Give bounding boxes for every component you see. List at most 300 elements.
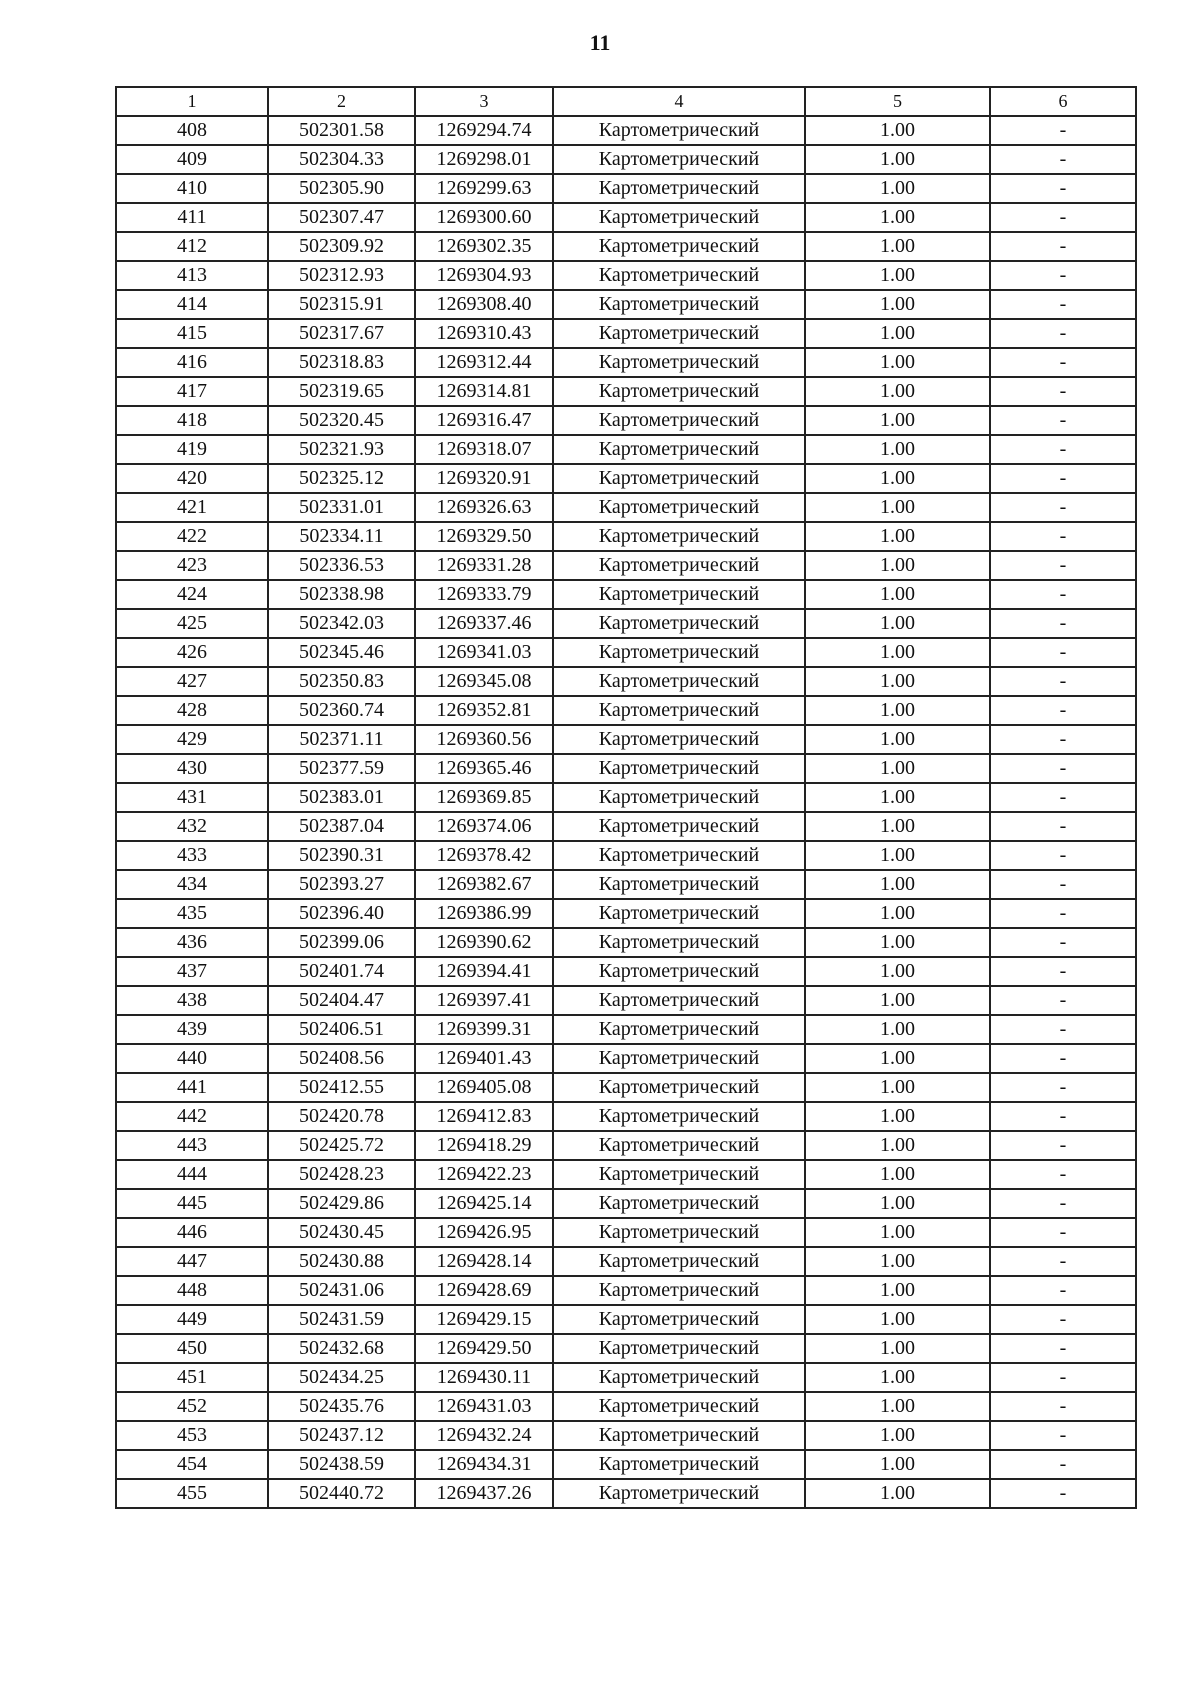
table-row xyxy=(116,1160,1136,1189)
table-row xyxy=(116,1363,1136,1392)
accuracy-cell: 1.00 xyxy=(805,435,990,464)
y-coordinate-cell: 1269352.81 xyxy=(415,696,553,725)
method-cell: Картометрический xyxy=(553,1131,805,1160)
accuracy-cell: 1.00 xyxy=(805,1015,990,1044)
table-row xyxy=(116,1334,1136,1363)
accuracy-cell: 1.00 xyxy=(805,319,990,348)
description-cell: - xyxy=(990,1102,1136,1131)
accuracy-cell: 1.00 xyxy=(805,377,990,406)
y-coordinate-cell: 1269386.99 xyxy=(415,899,553,928)
x-coordinate-cell: 502387.04 xyxy=(268,812,415,841)
y-coordinate-cell: 1269401.43 xyxy=(415,1044,553,1073)
method-cell: Картометрический xyxy=(553,1073,805,1102)
y-coordinate-cell: 1269425.14 xyxy=(415,1189,553,1218)
description-cell: - xyxy=(990,1247,1136,1276)
x-coordinate-cell: 502428.23 xyxy=(268,1160,415,1189)
point-number-cell: 413 xyxy=(116,261,268,290)
x-coordinate-cell: 502307.47 xyxy=(268,203,415,232)
method-cell: Картометрический xyxy=(553,290,805,319)
method-cell: Картометрический xyxy=(553,725,805,754)
method-cell: Картометрический xyxy=(553,1160,805,1189)
table-row xyxy=(116,1450,1136,1479)
point-number-cell: 444 xyxy=(116,1160,268,1189)
point-number-cell: 429 xyxy=(116,725,268,754)
y-coordinate-cell: 1269428.14 xyxy=(415,1247,553,1276)
x-coordinate-cell: 502393.27 xyxy=(268,870,415,899)
y-coordinate-cell: 1269429.50 xyxy=(415,1334,553,1363)
coordinates-table xyxy=(115,86,1137,1509)
description-cell: - xyxy=(990,116,1136,145)
accuracy-cell: 1.00 xyxy=(805,986,990,1015)
accuracy-cell: 1.00 xyxy=(805,261,990,290)
accuracy-cell: 1.00 xyxy=(805,1305,990,1334)
point-number-cell: 435 xyxy=(116,899,268,928)
table-row xyxy=(116,667,1136,696)
x-coordinate-cell: 502429.86 xyxy=(268,1189,415,1218)
column-header: 6 xyxy=(990,87,1136,116)
accuracy-cell: 1.00 xyxy=(805,145,990,174)
accuracy-cell: 1.00 xyxy=(805,290,990,319)
accuracy-cell: 1.00 xyxy=(805,580,990,609)
point-number-cell: 445 xyxy=(116,1189,268,1218)
description-cell: - xyxy=(990,696,1136,725)
description-cell: - xyxy=(990,841,1136,870)
table-row xyxy=(116,290,1136,319)
table-header-row xyxy=(116,87,1136,116)
table-row xyxy=(116,812,1136,841)
column-header: 5 xyxy=(805,87,990,116)
point-number-cell: 418 xyxy=(116,406,268,435)
table-row xyxy=(116,1479,1136,1508)
y-coordinate-cell: 1269329.50 xyxy=(415,522,553,551)
table-row xyxy=(116,1421,1136,1450)
method-cell: Картометрический xyxy=(553,377,805,406)
method-cell: Картометрический xyxy=(553,174,805,203)
table-row xyxy=(116,1247,1136,1276)
accuracy-cell: 1.00 xyxy=(805,116,990,145)
point-number-cell: 441 xyxy=(116,1073,268,1102)
table-row xyxy=(116,1218,1136,1247)
point-number-cell: 408 xyxy=(116,116,268,145)
method-cell: Картометрический xyxy=(553,1450,805,1479)
x-coordinate-cell: 502383.01 xyxy=(268,783,415,812)
accuracy-cell: 1.00 xyxy=(805,754,990,783)
point-number-cell: 411 xyxy=(116,203,268,232)
description-cell: - xyxy=(990,435,1136,464)
accuracy-cell: 1.00 xyxy=(805,870,990,899)
description-cell: - xyxy=(990,928,1136,957)
accuracy-cell: 1.00 xyxy=(805,667,990,696)
accuracy-cell: 1.00 xyxy=(805,348,990,377)
y-coordinate-cell: 1269300.60 xyxy=(415,203,553,232)
x-coordinate-cell: 502331.01 xyxy=(268,493,415,522)
point-number-cell: 410 xyxy=(116,174,268,203)
description-cell: - xyxy=(990,464,1136,493)
accuracy-cell: 1.00 xyxy=(805,1276,990,1305)
method-cell: Картометрический xyxy=(553,435,805,464)
table-row xyxy=(116,522,1136,551)
table-row xyxy=(116,406,1136,435)
method-cell: Картометрический xyxy=(553,1015,805,1044)
table-row xyxy=(116,1189,1136,1218)
x-coordinate-cell: 502315.91 xyxy=(268,290,415,319)
description-cell: - xyxy=(990,1218,1136,1247)
method-cell: Картометрический xyxy=(553,232,805,261)
y-coordinate-cell: 1269341.03 xyxy=(415,638,553,667)
description-cell: - xyxy=(990,1305,1136,1334)
x-coordinate-cell: 502342.03 xyxy=(268,609,415,638)
description-cell: - xyxy=(990,1421,1136,1450)
description-cell: - xyxy=(990,609,1136,638)
point-number-cell: 449 xyxy=(116,1305,268,1334)
y-coordinate-cell: 1269382.67 xyxy=(415,870,553,899)
y-coordinate-cell: 1269331.28 xyxy=(415,551,553,580)
accuracy-cell: 1.00 xyxy=(805,1218,990,1247)
table-row xyxy=(116,551,1136,580)
table-row xyxy=(116,1073,1136,1102)
table-row xyxy=(116,203,1136,232)
point-number-cell: 434 xyxy=(116,870,268,899)
y-coordinate-cell: 1269390.62 xyxy=(415,928,553,957)
accuracy-cell: 1.00 xyxy=(805,174,990,203)
table-row xyxy=(116,1131,1136,1160)
point-number-cell: 446 xyxy=(116,1218,268,1247)
point-number-cell: 438 xyxy=(116,986,268,1015)
accuracy-cell: 1.00 xyxy=(805,1479,990,1508)
table-row xyxy=(116,928,1136,957)
method-cell: Картометрический xyxy=(553,609,805,638)
description-cell: - xyxy=(990,986,1136,1015)
point-number-cell: 451 xyxy=(116,1363,268,1392)
y-coordinate-cell: 1269304.93 xyxy=(415,261,553,290)
point-number-cell: 442 xyxy=(116,1102,268,1131)
y-coordinate-cell: 1269437.26 xyxy=(415,1479,553,1508)
method-cell: Картометрический xyxy=(553,957,805,986)
point-number-cell: 454 xyxy=(116,1450,268,1479)
accuracy-cell: 1.00 xyxy=(805,1131,990,1160)
table-row xyxy=(116,870,1136,899)
y-coordinate-cell: 1269337.46 xyxy=(415,609,553,638)
description-cell: - xyxy=(990,1363,1136,1392)
accuracy-cell: 1.00 xyxy=(805,928,990,957)
point-number-cell: 428 xyxy=(116,696,268,725)
description-cell: - xyxy=(990,667,1136,696)
point-number-cell: 437 xyxy=(116,957,268,986)
method-cell: Картометрический xyxy=(553,899,805,928)
x-coordinate-cell: 502440.72 xyxy=(268,1479,415,1508)
point-number-cell: 422 xyxy=(116,522,268,551)
table-row xyxy=(116,174,1136,203)
description-cell: - xyxy=(990,1450,1136,1479)
y-coordinate-cell: 1269428.69 xyxy=(415,1276,553,1305)
table-row xyxy=(116,261,1136,290)
x-coordinate-cell: 502305.90 xyxy=(268,174,415,203)
table-row xyxy=(116,899,1136,928)
method-cell: Картометрический xyxy=(553,1392,805,1421)
method-cell: Картометрический xyxy=(553,580,805,609)
y-coordinate-cell: 1269412.83 xyxy=(415,1102,553,1131)
table-row xyxy=(116,377,1136,406)
y-coordinate-cell: 1269312.44 xyxy=(415,348,553,377)
method-cell: Картометрический xyxy=(553,870,805,899)
x-coordinate-cell: 502399.06 xyxy=(268,928,415,957)
point-number-cell: 426 xyxy=(116,638,268,667)
table-row xyxy=(116,580,1136,609)
table-row xyxy=(116,435,1136,464)
description-cell: - xyxy=(990,377,1136,406)
description-cell: - xyxy=(990,1334,1136,1363)
point-number-cell: 415 xyxy=(116,319,268,348)
y-coordinate-cell: 1269422.23 xyxy=(415,1160,553,1189)
y-coordinate-cell: 1269302.35 xyxy=(415,232,553,261)
y-coordinate-cell: 1269432.24 xyxy=(415,1421,553,1450)
point-number-cell: 436 xyxy=(116,928,268,957)
x-coordinate-cell: 502401.74 xyxy=(268,957,415,986)
x-coordinate-cell: 502390.31 xyxy=(268,841,415,870)
accuracy-cell: 1.00 xyxy=(805,1044,990,1073)
y-coordinate-cell: 1269369.85 xyxy=(415,783,553,812)
point-number-cell: 432 xyxy=(116,812,268,841)
y-coordinate-cell: 1269378.42 xyxy=(415,841,553,870)
column-header: 4 xyxy=(553,87,805,116)
description-cell: - xyxy=(990,551,1136,580)
description-cell: - xyxy=(990,522,1136,551)
accuracy-cell: 1.00 xyxy=(805,1450,990,1479)
accuracy-cell: 1.00 xyxy=(805,609,990,638)
method-cell: Картометрический xyxy=(553,551,805,580)
table-row xyxy=(116,841,1136,870)
accuracy-cell: 1.00 xyxy=(805,464,990,493)
table-row xyxy=(116,1305,1136,1334)
accuracy-cell: 1.00 xyxy=(805,812,990,841)
table-row xyxy=(116,1015,1136,1044)
method-cell: Картометрический xyxy=(553,841,805,870)
x-coordinate-cell: 502319.65 xyxy=(268,377,415,406)
description-cell: - xyxy=(990,754,1136,783)
description-cell: - xyxy=(990,406,1136,435)
point-number-cell: 440 xyxy=(116,1044,268,1073)
x-coordinate-cell: 502301.58 xyxy=(268,116,415,145)
x-coordinate-cell: 502420.78 xyxy=(268,1102,415,1131)
description-cell: - xyxy=(990,812,1136,841)
accuracy-cell: 1.00 xyxy=(805,406,990,435)
y-coordinate-cell: 1269308.40 xyxy=(415,290,553,319)
y-coordinate-cell: 1269397.41 xyxy=(415,986,553,1015)
accuracy-cell: 1.00 xyxy=(805,638,990,667)
x-coordinate-cell: 502432.68 xyxy=(268,1334,415,1363)
description-cell: - xyxy=(990,261,1136,290)
accuracy-cell: 1.00 xyxy=(805,522,990,551)
accuracy-cell: 1.00 xyxy=(805,899,990,928)
table-body xyxy=(116,116,1136,1508)
accuracy-cell: 1.00 xyxy=(805,493,990,522)
y-coordinate-cell: 1269405.08 xyxy=(415,1073,553,1102)
description-cell: - xyxy=(990,493,1136,522)
description-cell: - xyxy=(990,290,1136,319)
accuracy-cell: 1.00 xyxy=(805,1421,990,1450)
method-cell: Картометрический xyxy=(553,1189,805,1218)
method-cell: Картометрический xyxy=(553,1044,805,1073)
x-coordinate-cell: 502408.56 xyxy=(268,1044,415,1073)
y-coordinate-cell: 1269316.47 xyxy=(415,406,553,435)
description-cell: - xyxy=(990,145,1136,174)
method-cell: Картометрический xyxy=(553,812,805,841)
point-number-cell: 420 xyxy=(116,464,268,493)
y-coordinate-cell: 1269298.01 xyxy=(415,145,553,174)
description-cell: - xyxy=(990,899,1136,928)
y-coordinate-cell: 1269418.29 xyxy=(415,1131,553,1160)
method-cell: Картометрический xyxy=(553,1305,805,1334)
table-row xyxy=(116,1392,1136,1421)
accuracy-cell: 1.00 xyxy=(805,1160,990,1189)
description-cell: - xyxy=(990,1479,1136,1508)
table-row xyxy=(116,609,1136,638)
method-cell: Картометрический xyxy=(553,638,805,667)
point-number-cell: 431 xyxy=(116,783,268,812)
method-cell: Картометрический xyxy=(553,1218,805,1247)
x-coordinate-cell: 502334.11 xyxy=(268,522,415,551)
description-cell: - xyxy=(990,1015,1136,1044)
x-coordinate-cell: 502371.11 xyxy=(268,725,415,754)
description-cell: - xyxy=(990,174,1136,203)
table-row xyxy=(116,754,1136,783)
y-coordinate-cell: 1269431.03 xyxy=(415,1392,553,1421)
point-number-cell: 448 xyxy=(116,1276,268,1305)
page-number: 11 xyxy=(589,30,611,55)
point-number-cell: 412 xyxy=(116,232,268,261)
method-cell: Картометрический xyxy=(553,1276,805,1305)
x-coordinate-cell: 502396.40 xyxy=(268,899,415,928)
method-cell: Картометрический xyxy=(553,145,805,174)
method-cell: Картометрический xyxy=(553,116,805,145)
description-cell: - xyxy=(990,203,1136,232)
description-cell: - xyxy=(990,1276,1136,1305)
point-number-cell: 409 xyxy=(116,145,268,174)
y-coordinate-cell: 1269426.95 xyxy=(415,1218,553,1247)
point-number-cell: 427 xyxy=(116,667,268,696)
table-row xyxy=(116,116,1136,145)
method-cell: Картометрический xyxy=(553,493,805,522)
accuracy-cell: 1.00 xyxy=(805,1189,990,1218)
point-number-cell: 421 xyxy=(116,493,268,522)
table-row xyxy=(116,348,1136,377)
x-coordinate-cell: 502317.67 xyxy=(268,319,415,348)
y-coordinate-cell: 1269310.43 xyxy=(415,319,553,348)
description-cell: - xyxy=(990,580,1136,609)
y-coordinate-cell: 1269430.11 xyxy=(415,1363,553,1392)
description-cell: - xyxy=(990,232,1136,261)
y-coordinate-cell: 1269294.74 xyxy=(415,116,553,145)
point-number-cell: 452 xyxy=(116,1392,268,1421)
point-number-cell: 450 xyxy=(116,1334,268,1363)
x-coordinate-cell: 502430.45 xyxy=(268,1218,415,1247)
y-coordinate-cell: 1269345.08 xyxy=(415,667,553,696)
y-coordinate-cell: 1269314.81 xyxy=(415,377,553,406)
accuracy-cell: 1.00 xyxy=(805,841,990,870)
description-cell: - xyxy=(990,319,1136,348)
x-coordinate-cell: 502435.76 xyxy=(268,1392,415,1421)
y-coordinate-cell: 1269320.91 xyxy=(415,464,553,493)
point-number-cell: 433 xyxy=(116,841,268,870)
y-coordinate-cell: 1269318.07 xyxy=(415,435,553,464)
method-cell: Картометрический xyxy=(553,348,805,377)
point-number-cell: 423 xyxy=(116,551,268,580)
table-row xyxy=(116,232,1136,261)
x-coordinate-cell: 502321.93 xyxy=(268,435,415,464)
y-coordinate-cell: 1269399.31 xyxy=(415,1015,553,1044)
description-cell: - xyxy=(990,1392,1136,1421)
point-number-cell: 416 xyxy=(116,348,268,377)
x-coordinate-cell: 502360.74 xyxy=(268,696,415,725)
x-coordinate-cell: 502350.83 xyxy=(268,667,415,696)
table-row xyxy=(116,464,1136,493)
y-coordinate-cell: 1269333.79 xyxy=(415,580,553,609)
y-coordinate-cell: 1269360.56 xyxy=(415,725,553,754)
accuracy-cell: 1.00 xyxy=(805,1247,990,1276)
x-coordinate-cell: 502320.45 xyxy=(268,406,415,435)
table-row xyxy=(116,1276,1136,1305)
table-row xyxy=(116,725,1136,754)
y-coordinate-cell: 1269429.15 xyxy=(415,1305,553,1334)
description-cell: - xyxy=(990,783,1136,812)
description-cell: - xyxy=(990,1044,1136,1073)
table-row xyxy=(116,493,1136,522)
point-number-cell: 443 xyxy=(116,1131,268,1160)
description-cell: - xyxy=(990,957,1136,986)
y-coordinate-cell: 1269434.31 xyxy=(415,1450,553,1479)
accuracy-cell: 1.00 xyxy=(805,1363,990,1392)
point-number-cell: 453 xyxy=(116,1421,268,1450)
description-cell: - xyxy=(990,1073,1136,1102)
method-cell: Картометрический xyxy=(553,1479,805,1508)
table-row xyxy=(116,319,1136,348)
accuracy-cell: 1.00 xyxy=(805,957,990,986)
x-coordinate-cell: 502431.06 xyxy=(268,1276,415,1305)
x-coordinate-cell: 502345.46 xyxy=(268,638,415,667)
x-coordinate-cell: 502318.83 xyxy=(268,348,415,377)
description-cell: - xyxy=(990,1131,1136,1160)
x-coordinate-cell: 502406.51 xyxy=(268,1015,415,1044)
description-cell: - xyxy=(990,638,1136,667)
point-number-cell: 439 xyxy=(116,1015,268,1044)
description-cell: - xyxy=(990,348,1136,377)
x-coordinate-cell: 502309.92 xyxy=(268,232,415,261)
description-cell: - xyxy=(990,1189,1136,1218)
x-coordinate-cell: 502304.33 xyxy=(268,145,415,174)
point-number-cell: 430 xyxy=(116,754,268,783)
accuracy-cell: 1.00 xyxy=(805,551,990,580)
accuracy-cell: 1.00 xyxy=(805,1334,990,1363)
method-cell: Картометрический xyxy=(553,464,805,493)
column-header: 2 xyxy=(268,87,415,116)
x-coordinate-cell: 502338.98 xyxy=(268,580,415,609)
point-number-cell: 455 xyxy=(116,1479,268,1508)
method-cell: Картометрический xyxy=(553,1334,805,1363)
method-cell: Картометрический xyxy=(553,522,805,551)
y-coordinate-cell: 1269299.63 xyxy=(415,174,553,203)
method-cell: Картометрический xyxy=(553,1421,805,1450)
column-header: 1 xyxy=(116,87,268,116)
accuracy-cell: 1.00 xyxy=(805,725,990,754)
x-coordinate-cell: 502425.72 xyxy=(268,1131,415,1160)
point-number-cell: 414 xyxy=(116,290,268,319)
method-cell: Картометрический xyxy=(553,319,805,348)
x-coordinate-cell: 502404.47 xyxy=(268,986,415,1015)
y-coordinate-cell: 1269374.06 xyxy=(415,812,553,841)
table-row xyxy=(116,986,1136,1015)
method-cell: Картометрический xyxy=(553,1247,805,1276)
description-cell: - xyxy=(990,725,1136,754)
